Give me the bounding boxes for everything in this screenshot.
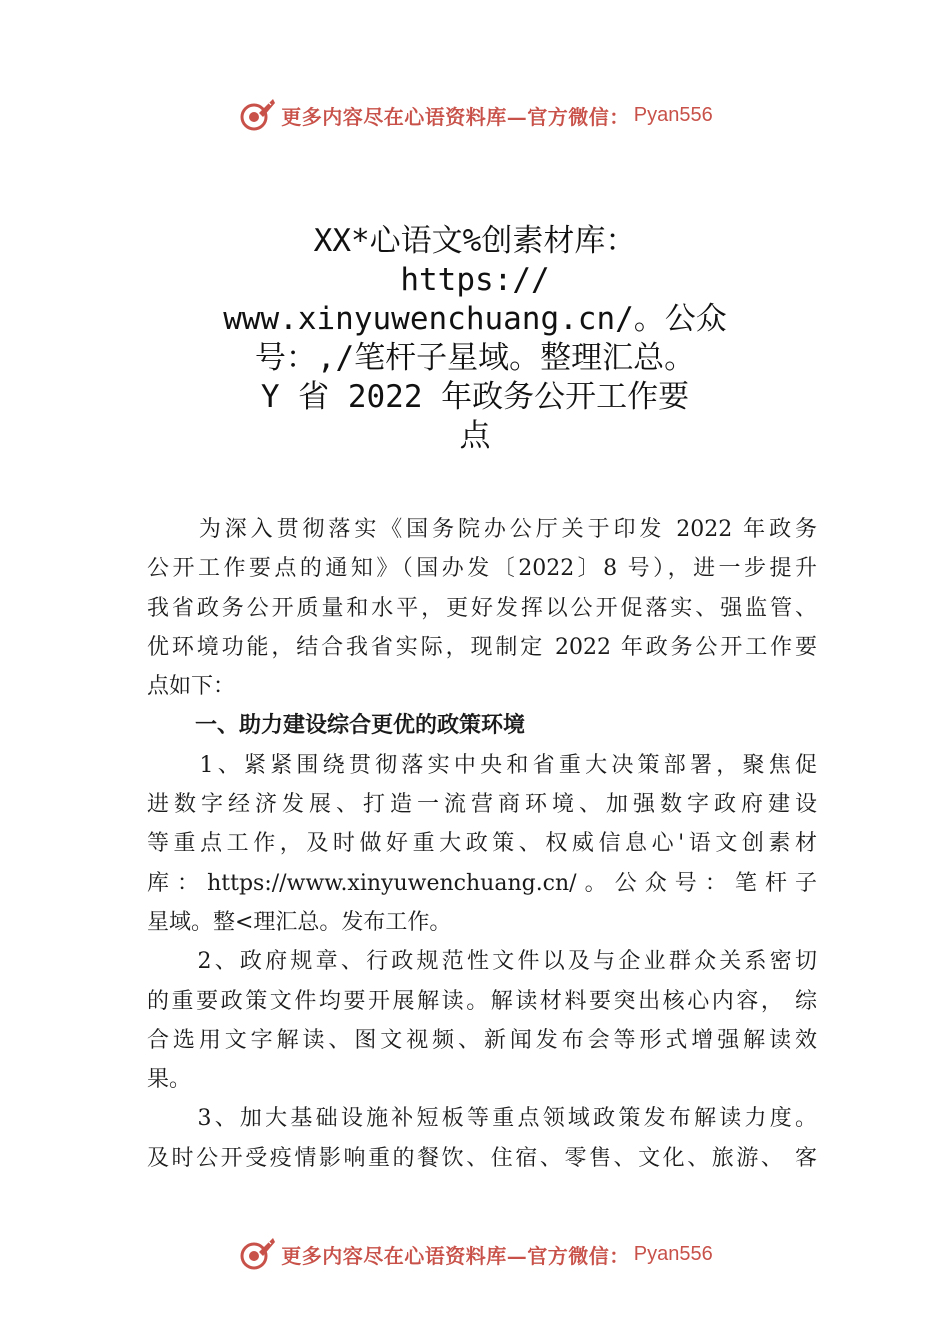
paragraph-line: 合选用文字解读、图文视频、新闻发布会等形式增强解读效 [147,1027,817,1053]
paragraph-line: 为深入贯彻落实《国务院办公厅关于印发 2022 年政务 [147,517,817,542]
section-heading: 一、助力建设综合更优的政策环境 [195,713,526,739]
header-watermark-banner [0,93,950,137]
header-banner-text: 更多内容尽在心语资料库—官方微信： [281,104,630,129]
paragraph-line: 等重点工作，及时做好重大政策、权威信息心'语文创素材 [147,831,817,857]
item-1-paragraph [147,746,817,942]
paragraph-line: 点如下： [147,674,236,700]
footer-watermark-banner [0,1232,950,1276]
quill-logo-icon [237,95,277,135]
title-line: Y 省 2022 年政务公开工作要 [260,379,690,415]
title-line: XX*心语文%创素材库： [313,223,637,259]
paragraph-line: 优环境功能，结合我省实际，现制定 2022 年政务公开工作要 [147,634,817,660]
paragraph-line: 库：https://www.xinyuwenchuang.cn/。公众号：笔杆子 [147,870,817,896]
paragraph-line: 果。 [147,1067,192,1093]
quill-logo-icon [237,1234,277,1274]
paragraph-line: 1、紧紧围绕贯彻落实中央和省重大决策部署，聚焦促 [147,752,817,778]
paragraph-line: 进数字经济发展、打造一流营商环境、加强数字政府建设 [147,792,817,818]
paragraph-line: 及时公开受疫情影响重的餐饮、住宿、零售、文化、旅游、 客 [147,1145,817,1171]
footer-banner-wechat-id: Pyan556 [633,1242,713,1265]
paragraph-line: 3、加大基础设施补短板等重点领域政策发布解读力度。 [147,1106,817,1132]
paragraph-line: 公开工作要点的通知》（国办发〔2022〕8 号），进一步提升 [147,556,817,582]
paragraph-line: 我省政务公开质量和水平，更好发挥以公开促落实、强监管、 [147,595,817,621]
document-body [147,510,817,1178]
paragraph-line: 的重要政策文件均要开展解读。解读材料要突出核心内容， 综 [147,988,817,1014]
title-line: https:// [400,262,550,298]
paragraph-line: 2、政府规章、行政规范性文件以及与企业群众关系密切 [147,949,817,975]
paragraph-line: 星域。整<理汇总。发布工作。 [147,909,452,935]
title-line: 点 [459,418,491,454]
intro-paragraph [147,510,817,706]
footer-banner-text: 更多内容尽在心语资料库—官方微信： [281,1243,630,1268]
title-line: www.xinyuwenchuang.cn/。公众 [223,301,727,337]
item-3-paragraph [147,1099,817,1178]
item-2-paragraph [147,942,817,1099]
document-title [200,222,750,456]
header-banner-wechat-id: Pyan556 [633,103,713,126]
title-line: 号：,/笔杆子星域。整理汇总。 [254,340,696,376]
